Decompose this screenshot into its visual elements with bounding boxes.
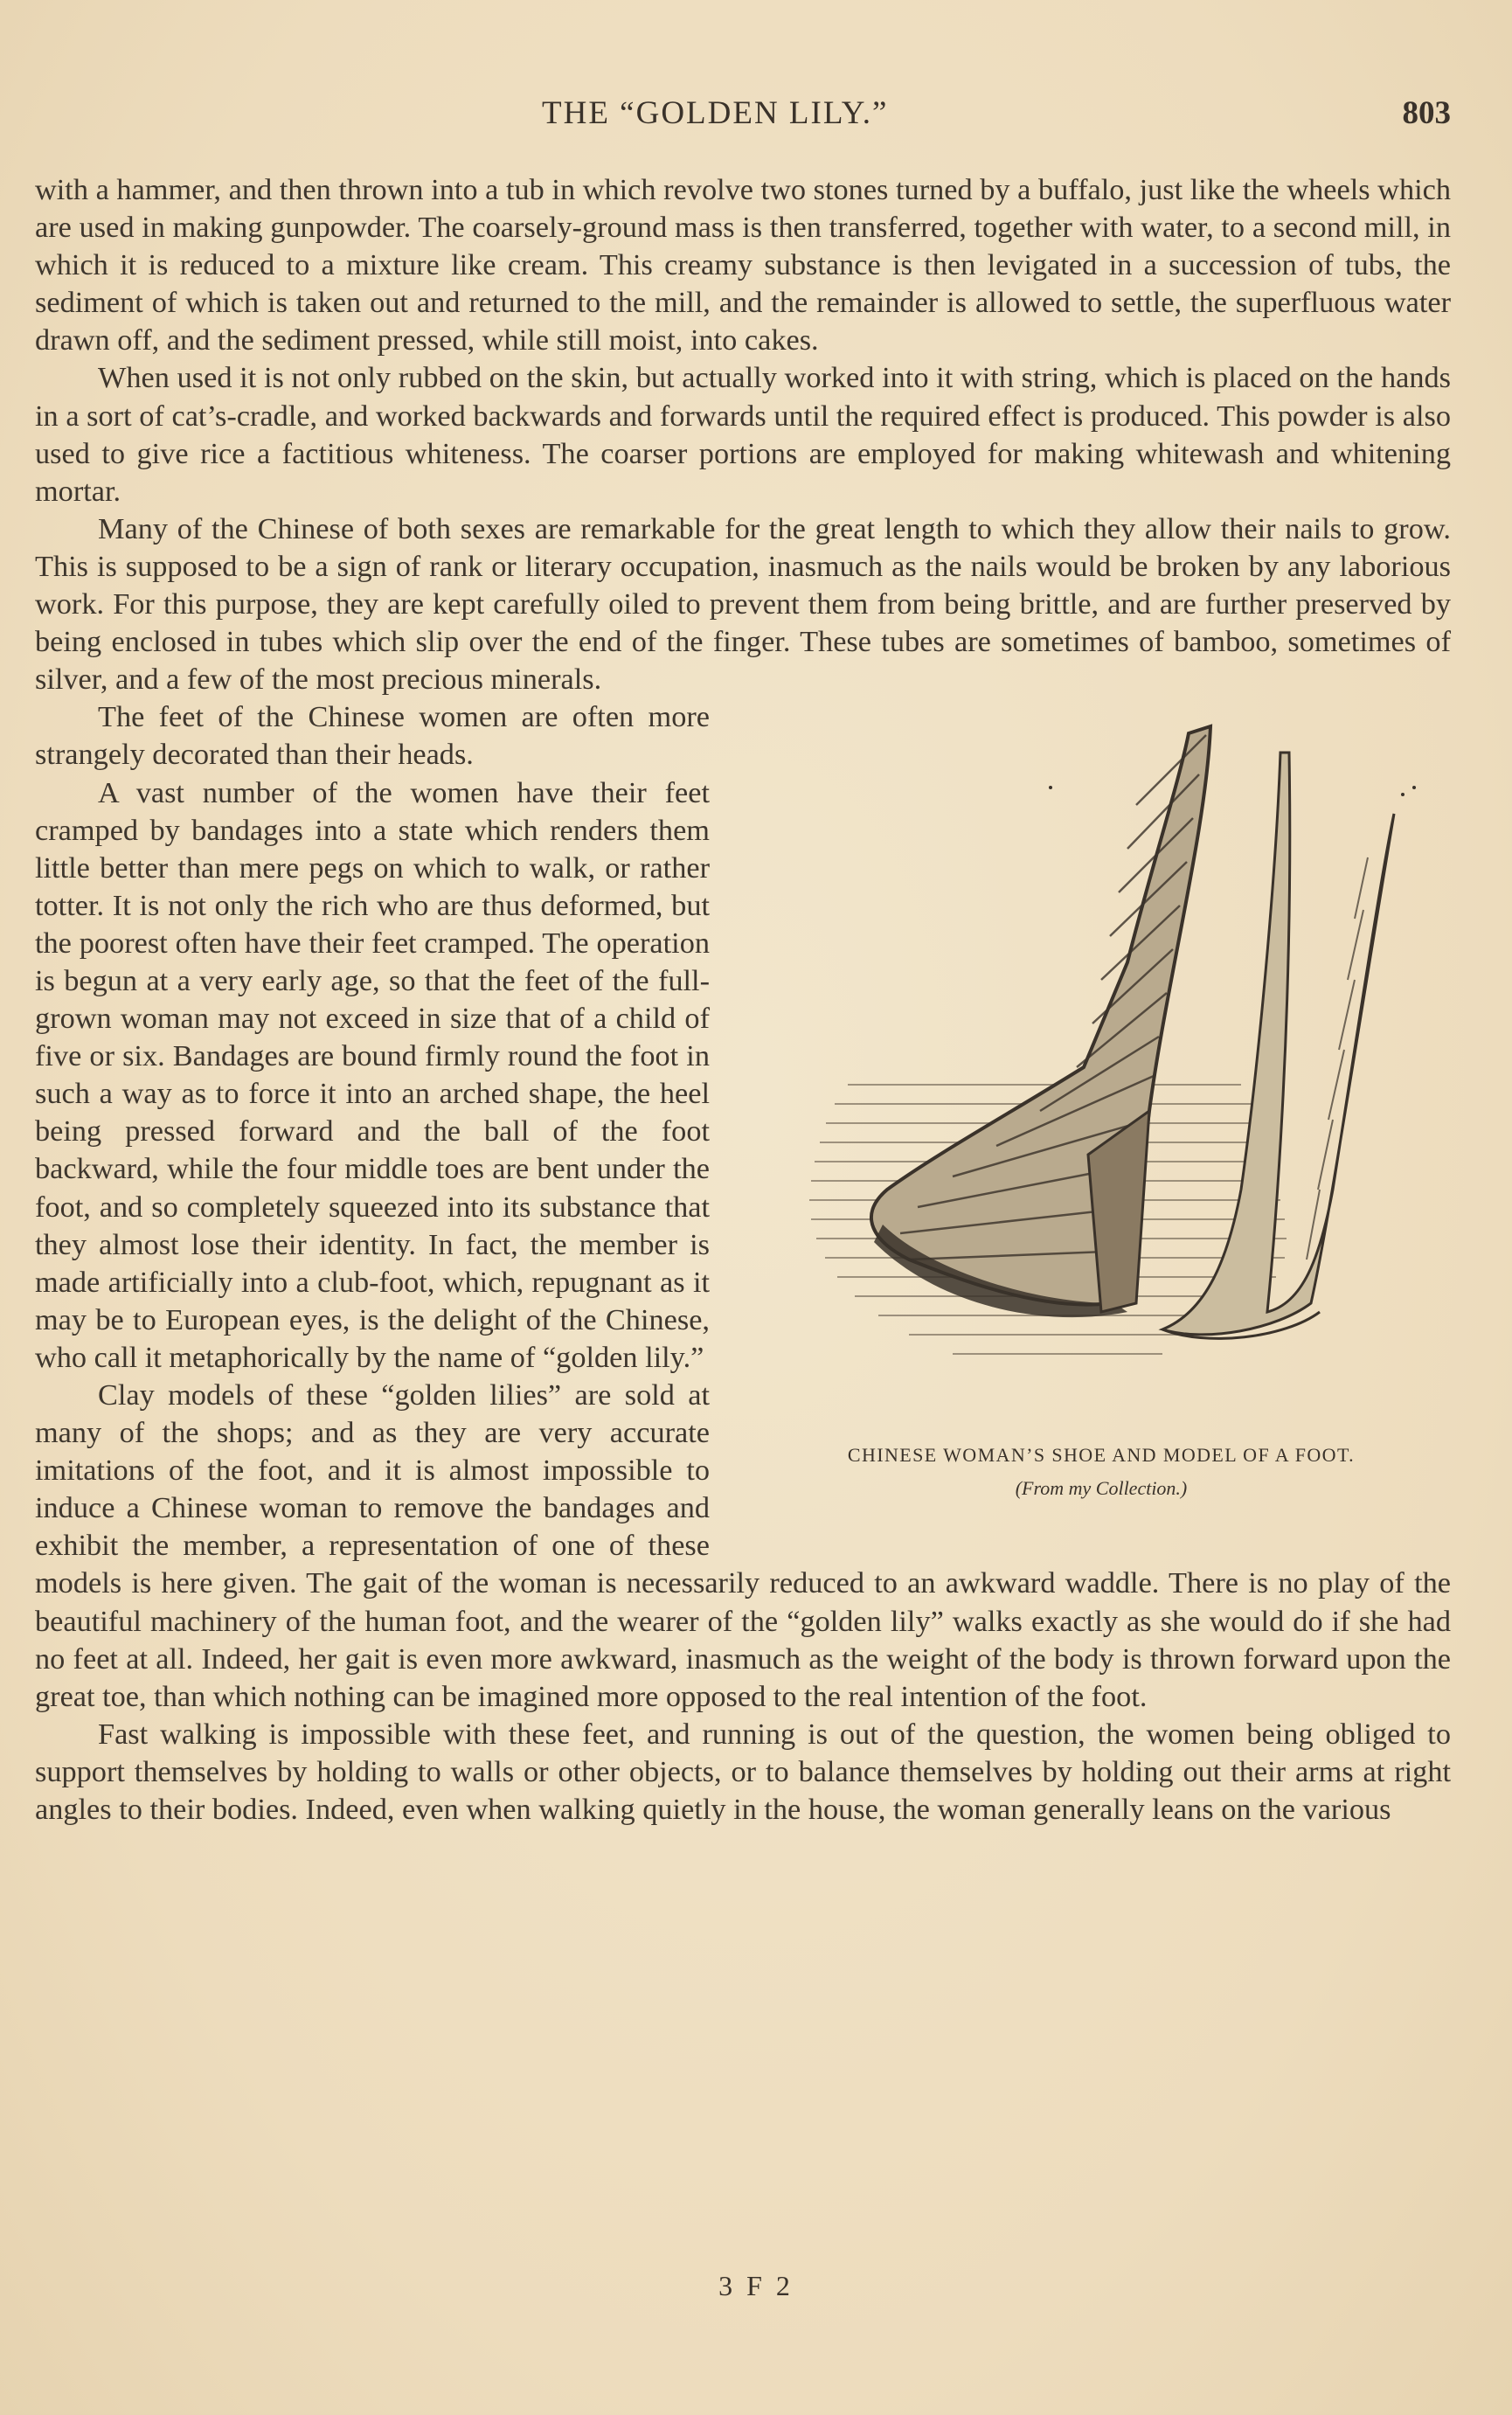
- shoe-illustration: [752, 700, 1451, 1546]
- page-header: [35, 94, 1451, 138]
- figure-caption: CHINESE WOMAN’S SHOE AND MODEL OF A FOOT.: [847, 1444, 1356, 1467]
- paragraph-feet: The feet of the Chinese women are often more strangely decorated than their heads.: [35, 700, 710, 772]
- figure-source: (From my Collection.): [1015, 1477, 1188, 1500]
- body-text: [35, 171, 1451, 1829]
- paragraph-bandages: A vast number of the women have their feet cramped by bandages into a state which renders them little better than mere pegs on which to walk, or rather totter. It is not only the rich who are thus deformed, but the poorest often have their feet cramped. The operation is begun at a very early age, so that the feet of the full-grown woman may not exceed in size that of a child of five or six. Bandages are bound firmly round the foot in such a way as to force it into an arched shape, the heel being pressed forward and the ball of the foot backward, while the four middle toes are bent under the foot, and so completely squeezed into its substance that they almost lose their identity. In fact, the member is made artificially into a club-foot, which, repugnant as it may be to European eyes, is the delight of the Chinese, who call it metaphorically by the name of “golden lily.”: [35, 775, 710, 1374]
- paragraph-skin-powder: When used it is not only rubbed on the skin, but actually worked into it with string, which is placed on the hands in a sort of cat’s-cradle, and worked backwards and forwards until the required effect is produced. This powder is also used to give rice a factitious whiteness. The coarser portions are employed for making whitewash and whitening mortar.: [35, 361, 1451, 508]
- paragraph-nails-text: Many of the Chinese of both sexes are remarkable for the great length to which they allow their nails to grow. This is supposed to be a sign of rank or literary occupation, inasmuch as the nails would be broken by any laborious work. For this purpose, they are kept carefully oiled to prevent them from being brittle, and are further preserved by being enclosed in tubes which slip over the end of the finger. These tubes are sometimes of bamboo, sometimes of silver, and a few of the most precious minerals.: [35, 511, 1451, 697]
- paragraph-clay-models: Clay models of these “golden lilies” are sold at many of the shops; and as they are very accurate imitations of the foot, and it is almost impossible to induce a Chinese woman to remove the bandages and exhibit the member, a representation of one of these models is here given. The gait of the woman is necessarily reduced to an awkward waddle. There is no play of the beautiful machinery of the human foot, and the wearer of the “golden lily” walks exactly as she would do if she had no feet at all. Indeed, her gait is even more awkward, inasmuch as the weight of the body is thrown forward upon the great toe, than which nothing can be imagined more opposed to the real intention of the foot.: [35, 1378, 1451, 1713]
- signature-mark: 3 F 2: [718, 2270, 794, 2301]
- paragraph-continued: with a hammer, and then thrown into a tub in which revolve two stones turned by a buffalo, just like the wheels which are used in making gunpowder. The coarsely-ground mass is then transferred, together with water, to a second mill, in which it is reduced to a mixture like cream. This creamy substance is then levigated in a succession of tubs, the sediment of which is taken out and returned to the mill, and the remainder is allowed to settle, the superfluous water drawn off, and the sediment pressed, while still moist, into cakes.: [35, 173, 1451, 357]
- paragraph-nails: [35, 510, 1451, 698]
- running-head: THE “GOLDEN LILY.”: [542, 95, 889, 131]
- shoe-and-foot-engraving: [752, 700, 1451, 1426]
- paragraph-fast-walking: Fast walking is impossible with these feet, and running is out of the question, the women being obliged to support themselves by holding to walls or other objects, or to balance themselves by holding out their arms at right angles to their bodies. Indeed, even when walking quietly in the house, the woman generally leans on the various: [35, 1717, 1451, 1827]
- page-number: 803: [1402, 95, 1451, 131]
